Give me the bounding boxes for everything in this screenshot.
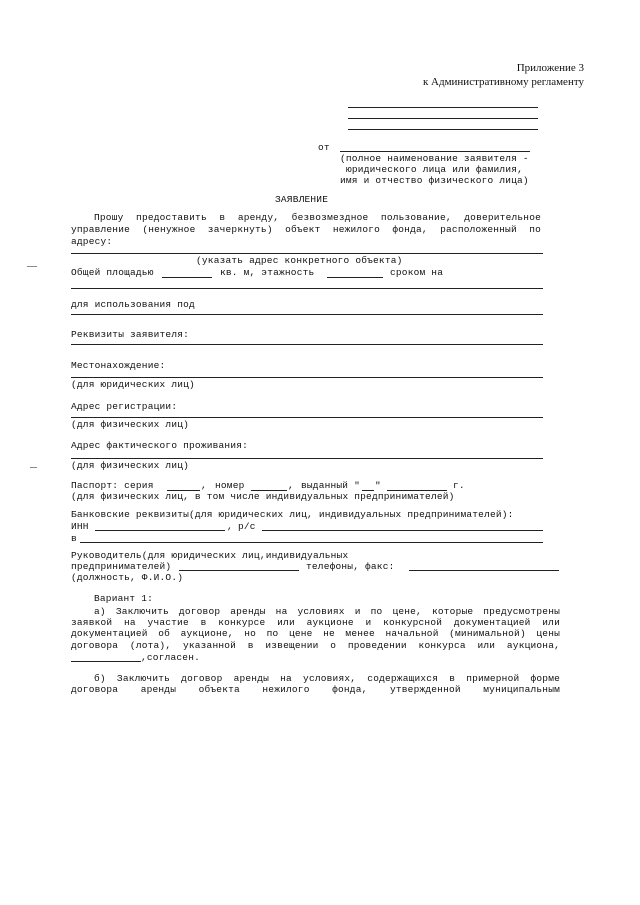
floors-blank <box>327 277 383 278</box>
registration-hint: (для физических лиц) <box>71 419 190 430</box>
phones-label: телефоны, факс: <box>306 561 395 572</box>
passport-comma-2: , <box>288 480 294 491</box>
inn-label: ИНН <box>71 521 89 532</box>
variant-a-line-2: заявкой на участие в конкурсе или аукционе и конкурсной документацией или <box>71 617 560 628</box>
account-blank <box>262 530 543 531</box>
variant-a-line-5: ,согласен. <box>141 652 201 663</box>
location-hint: (для юридических лиц) <box>71 379 195 390</box>
passport-hint: (для физических лиц, в том числе индивидуальных предпринимателей) <box>71 491 455 502</box>
passport-comma-1: , <box>201 480 207 491</box>
variant-b-line-1: б) Заключить договор аренды на условиях, содержащихся в примерной форме <box>94 673 560 684</box>
addressee-line-1 <box>348 107 538 108</box>
bank-in-label: в <box>71 533 77 544</box>
term-label: сроком на <box>390 267 444 278</box>
account-label: р/с <box>238 521 256 532</box>
applicant-note-3: имя и отчество физического лица) <box>340 175 529 186</box>
variant-a-blank <box>71 661 141 662</box>
address-line <box>71 253 543 254</box>
registration-line <box>71 417 543 418</box>
usage-line <box>71 314 543 315</box>
from-line <box>340 151 530 152</box>
head-name-blank <box>179 570 299 571</box>
applicant-note-2: юридического лица или фамилия, <box>346 164 524 175</box>
address-hint: (указать адрес конкретного объекта) <box>196 255 403 266</box>
passport-quote: " <box>375 480 381 491</box>
passport-issued-label: выданный " <box>301 480 361 491</box>
registration-label: Адрес регистрации: <box>71 401 178 412</box>
variant-title: Вариант 1: <box>94 593 154 604</box>
bank-name-blank <box>80 542 543 543</box>
addressee-line-3 <box>348 129 538 130</box>
variant-a-line-3: документацией об аукционе, но по цене не менее начальной (минимальной) цены <box>71 628 560 639</box>
request-line-2: управление (ненужное зачеркнуть) объект нежилого фонда, расположенный по <box>71 224 541 235</box>
applicant-note-1: (полное наименование заявителя - <box>340 153 529 164</box>
location-line <box>71 377 543 378</box>
request-line-3: адресу: <box>71 236 113 247</box>
inn-blank <box>95 530 225 531</box>
inn-comma: , <box>227 521 233 532</box>
request-line-1: Прошу предоставить в аренду, безвозмездное пользование, доверительное <box>94 212 541 223</box>
variant-b-line-2: договора аренды объекта нежилого фонда, утвержденной муниципальным <box>71 684 560 695</box>
requisites-label: Реквизиты заявителя: <box>71 329 190 340</box>
scan-mark-2 <box>30 467 37 468</box>
usage-label: для использования под <box>71 299 195 310</box>
requisites-line <box>71 344 543 345</box>
passport-label: Паспорт: серия <box>71 480 154 491</box>
area-label: Общей площадью <box>71 267 154 278</box>
appendix-number: Приложение 3 <box>516 62 584 74</box>
addressee-line-2 <box>348 118 538 119</box>
scan-mark-1 <box>27 266 37 267</box>
area-blank <box>162 277 212 278</box>
location-label: Местонахождение: <box>71 360 166 371</box>
actual-address-hint: (для физических лиц) <box>71 460 190 471</box>
area-unit: кв. м, этажность <box>220 267 315 278</box>
bank-title: Банковские реквизиты(для юридических лиц, индивидуальных предпринимателей): <box>71 509 514 520</box>
from-label: от <box>318 142 330 153</box>
actual-address-line <box>71 458 543 459</box>
actual-address-label: Адрес фактического проживания: <box>71 440 249 451</box>
passport-year-label: г. <box>453 480 465 491</box>
passport-number-label: номер <box>215 480 245 491</box>
head-line-2: предпринимателей) <box>71 561 172 572</box>
head-line-1: Руководитель(для юридических лиц,индивидуальных <box>71 550 349 561</box>
document-title: ЗАЯВЛЕНИЕ <box>275 194 329 205</box>
appendix-regulation: к Административному регламенту <box>422 76 584 88</box>
variant-a-line-1: а) Заключить договор аренды на условиях и по цене, которые предусмотрены <box>94 606 560 617</box>
variant-a-line-4: договора (лота), указанной в извещении о проведении конкурса или аукциона, <box>71 640 560 651</box>
term-line <box>71 288 543 289</box>
phones-blank <box>409 570 559 571</box>
head-hint: (должность, Ф.И.О.) <box>71 572 184 583</box>
